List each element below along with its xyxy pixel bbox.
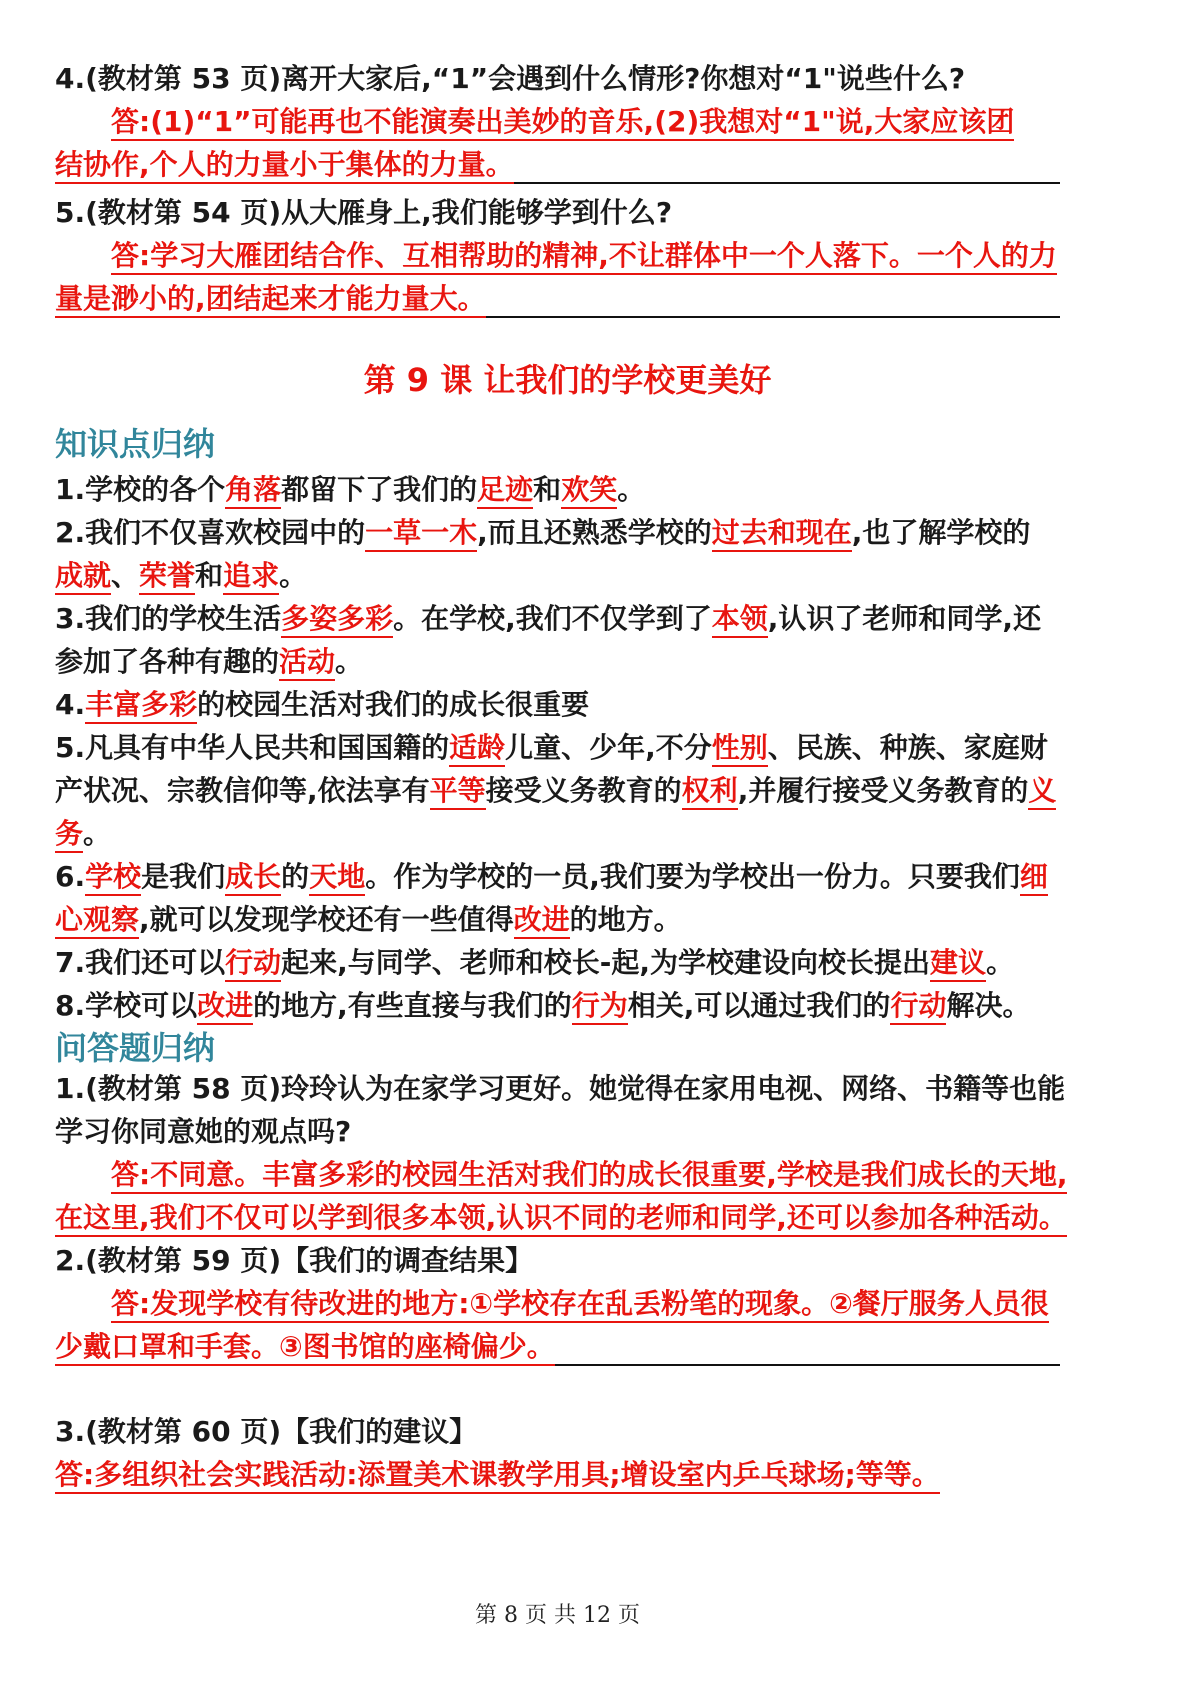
question-line xyxy=(55,1240,1060,1283)
key-term: 平等 xyxy=(430,774,486,810)
text-segment: 2.我们不仅喜欢校园中的 xyxy=(55,516,366,549)
text-segment: 。 xyxy=(617,473,646,506)
answer-rule xyxy=(555,1330,1060,1366)
knowledge-point-continued xyxy=(55,770,1060,813)
text-segment: 。在学校,我们不仅学到了 xyxy=(393,602,712,635)
page-number: 第 8 页 共 12 页 xyxy=(475,1603,640,1628)
key-term: 活动 xyxy=(279,645,335,681)
answer-line xyxy=(55,1197,1067,1240)
key-term: 行为 xyxy=(572,989,628,1025)
text-segment: 。 xyxy=(335,645,364,678)
answer-line xyxy=(55,1454,1060,1497)
key-term: 角落 xyxy=(225,473,281,509)
answer-rule xyxy=(486,282,1060,318)
section-heading-knowledge: 知识点归纳 xyxy=(55,425,216,463)
answer-line xyxy=(55,101,1060,144)
text-segment: ,就可以发现学校还有一些值得 xyxy=(139,903,514,936)
key-term: 多姿多彩 xyxy=(281,602,393,638)
text-segment: 接受义务教育的 xyxy=(485,774,682,807)
text-segment: 1.学校的各个 xyxy=(55,473,226,506)
knowledge-point-continued xyxy=(55,899,1060,942)
lesson-title: 第 9 课 让我们的学校更美好 xyxy=(363,361,772,399)
key-term: 荣誉 xyxy=(139,559,195,595)
answer-line xyxy=(55,1326,1060,1369)
answer-text: 结协作,个人的力量小于集体的力量。 xyxy=(55,148,514,184)
key-term: 细 xyxy=(1020,860,1048,896)
text-segment: 参加了各种有趣的 xyxy=(55,645,280,678)
text-segment: 7.我们还可以 xyxy=(55,946,226,979)
key-term: 建议 xyxy=(930,946,986,982)
key-term: 改进 xyxy=(197,989,253,1025)
knowledge-point xyxy=(55,469,1060,512)
content-column xyxy=(55,58,1068,1497)
knowledge-point xyxy=(55,856,1060,899)
question-text: 学习你同意她的观点吗? xyxy=(55,1115,352,1148)
text-segment: 都留下了我们的 xyxy=(281,473,478,506)
knowledge-point-continued xyxy=(55,555,1060,598)
knowledge-point xyxy=(55,727,1060,770)
key-term: 义 xyxy=(1028,774,1056,810)
key-term: 一草一木 xyxy=(365,516,477,552)
question-text: 5.(教材第 54 页)从大雁身上,我们能够学到什么? xyxy=(55,196,673,229)
key-term: 天地 xyxy=(309,860,365,896)
text-segment: ,认识了老师和同学,还 xyxy=(767,602,1042,635)
answer-text: 答:学习大雁团结合作、互相帮助的精神,不让群体中一个人落下。一个人的力 xyxy=(111,239,1057,275)
key-term: 行动 xyxy=(225,946,281,982)
key-term: 改进 xyxy=(514,903,570,939)
key-term: 过去和现在 xyxy=(712,516,852,552)
section-heading-qa: 问答题归纳 xyxy=(55,1029,216,1067)
question-line-continued xyxy=(55,1111,1060,1154)
text-segment: 、民族、种族、家庭财 xyxy=(767,731,1048,764)
knowledge-point xyxy=(55,942,1060,985)
text-segment: 和 xyxy=(195,559,224,592)
text-segment: 产状况、宗教信仰等,依法享有 xyxy=(55,774,430,807)
answer-text: 在这里,我们不仅可以学到很多本领,认识不同的老师和同学,还可以参加各种活动。 xyxy=(55,1201,1067,1237)
knowledge-point-continued xyxy=(55,641,1060,684)
knowledge-point xyxy=(55,985,1060,1028)
question-text: 1.(教材第 58 页)玲玲认为在家学习更好。她觉得在家用电视、网络、书籍等也能 xyxy=(55,1072,1066,1105)
text-segment: 。 xyxy=(986,946,1015,979)
text-segment: ,而且还熟悉学校的 xyxy=(477,516,712,549)
question-line xyxy=(55,1068,1066,1111)
answer-line xyxy=(55,1154,1068,1197)
key-term: 成就 xyxy=(55,559,111,595)
key-term: 适龄 xyxy=(449,731,505,767)
question-text: 2.(教材第 59 页)【我们的调查结果】 xyxy=(55,1244,534,1277)
key-term: 行动 xyxy=(890,989,946,1025)
key-term: 心观察 xyxy=(55,903,139,939)
key-term: 丰富多彩 xyxy=(85,688,197,724)
text-segment: 3.我们的学校生活 xyxy=(55,602,282,635)
key-term: 欢笑 xyxy=(561,473,617,509)
question-text: 4.(教材第 53 页)离开大家后,“1”会遇到什么情形?你想对“1"说些什么? xyxy=(55,62,966,95)
answer-text: 少戴口罩和手套。③图书馆的座椅偏少。 xyxy=(55,1330,555,1366)
knowledge-point xyxy=(55,684,1060,727)
key-term: 学校 xyxy=(85,860,141,896)
text-segment: 解决。 xyxy=(946,989,1031,1022)
question-line xyxy=(55,58,1060,101)
question-line xyxy=(55,1411,1060,1454)
text-segment: ,并履行接受义务教育的 xyxy=(737,774,1029,807)
key-term: 性别 xyxy=(712,731,768,767)
text-segment: 。 xyxy=(279,559,308,592)
text-segment: 8.学校可以 xyxy=(55,989,198,1022)
text-segment: 是我们 xyxy=(141,860,226,893)
key-term: 追求 xyxy=(223,559,279,595)
text-segment: 6. xyxy=(55,860,86,893)
text-segment: 儿童、少年,不分 xyxy=(505,731,712,764)
knowledge-point xyxy=(55,512,1060,555)
text-segment: 起来,与同学、老师和校长-起,为学校建设向校长提出 xyxy=(281,946,931,979)
text-segment: 相关,可以通过我们的 xyxy=(627,989,891,1022)
answer-text: 答:发现学校有待改进的地方:①学校存在乱丢粉笔的现象。②餐厅服务人员很 xyxy=(111,1287,1049,1323)
knowledge-point-continued xyxy=(55,813,1060,856)
answer-text: 答:多组织社会实践活动:添置美术课教学用具;增设室内乒乓球场;等等。 xyxy=(55,1458,940,1494)
key-term: 权利 xyxy=(682,774,738,810)
key-term: 务 xyxy=(55,817,83,853)
answer-line xyxy=(55,1283,1060,1326)
knowledge-point xyxy=(55,598,1060,641)
text-segment: 5.凡具有中华人民共和国国籍的 xyxy=(55,731,450,764)
key-term: 成长 xyxy=(225,860,281,896)
key-term: 本领 xyxy=(712,602,768,638)
text-segment: 。 xyxy=(83,817,112,850)
answer-line xyxy=(55,278,1060,321)
text-segment: ,也了解学校的 xyxy=(851,516,1031,549)
key-term: 足迹 xyxy=(477,473,533,509)
text-segment: 4. xyxy=(55,688,86,721)
answer-line xyxy=(55,144,1060,187)
text-segment: 的地方。 xyxy=(569,903,682,936)
answer-text: 答:(1)“1”可能再也不能演奏出美妙的音乐,(2)我想对“1"说,大家应该团 xyxy=(111,105,1014,141)
text-segment: 。作为学校的一员,我们要为学校出一份力。只要我们 xyxy=(365,860,1020,893)
text-segment: 的校园生活对我们的成长很重要 xyxy=(197,688,590,721)
question-text: 3.(教材第 60 页)【我们的建议】 xyxy=(55,1415,478,1448)
answer-rule xyxy=(514,148,1060,184)
answer-line xyxy=(55,235,1060,278)
answer-text: 答:不同意。丰富多彩的校园生活对我们的成长很重要,学校是我们成长的天地, xyxy=(111,1158,1067,1194)
answer-text: 量是渺小的,团结起来才能力量大。 xyxy=(55,282,486,318)
text-segment: 、 xyxy=(111,559,140,592)
text-segment: 和 xyxy=(533,473,562,506)
question-line xyxy=(55,192,1060,235)
text-segment: 的 xyxy=(281,860,310,893)
text-segment: 的地方,有些直接与我们的 xyxy=(253,989,572,1022)
